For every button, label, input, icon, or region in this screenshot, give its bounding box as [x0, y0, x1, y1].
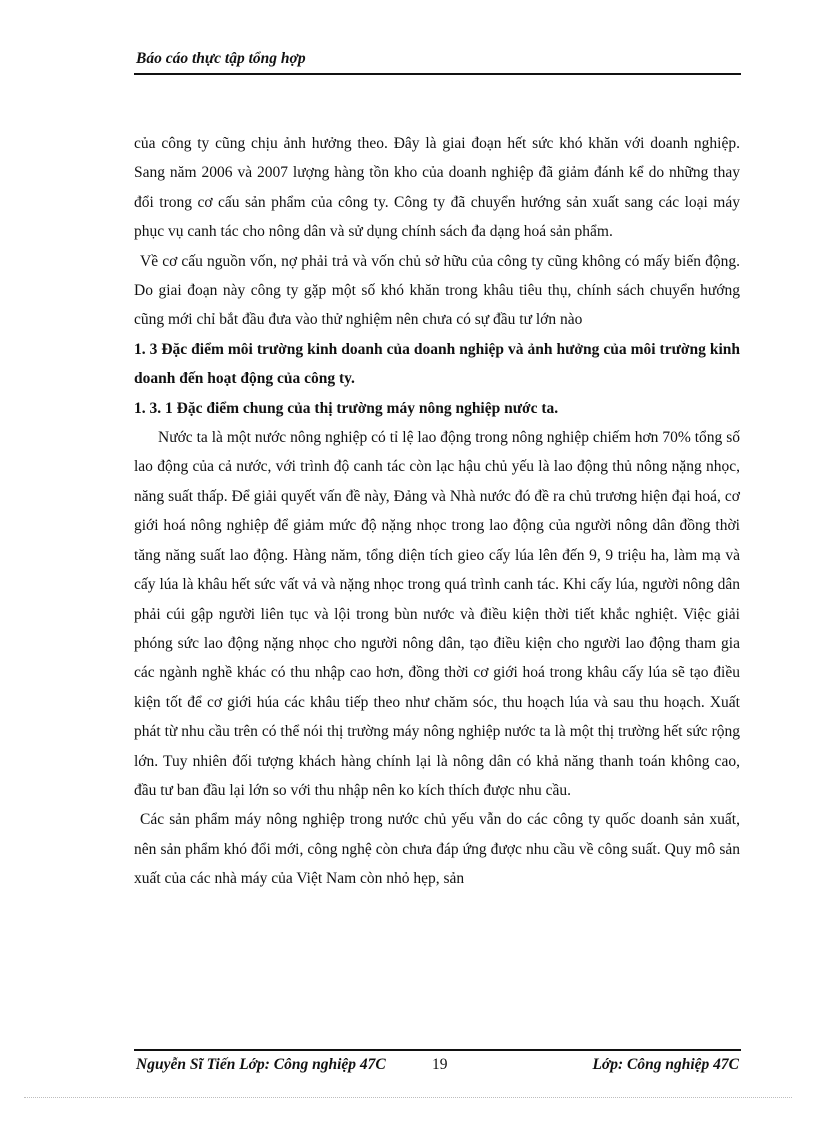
body-paragraph: của công ty cũng chịu ảnh hưởng theo. Đây là giai đoạn hết sức khó khăn với doanh nghiệp. Sang năm 2006 và 2007 lượng hàng tồn kho của doanh nghiệp đã giảm đánh kể do những thay đổi trong cơ cấu sản phẩm của công ty. Công ty đã chuyển hướng sản xuất sang các loại máy phục vụ canh tác cho nông dân và sử dụng chính sách đa dạng hoá sản phẩm. [134, 135, 740, 241]
subsection-heading: 1. 3. 1 Đặc điểm chung của thị trường máy nông nghiệp nước ta. [134, 399, 559, 417]
page-number: 19 [432, 1056, 448, 1073]
section-heading: 1. 3 Đặc điểm môi trường kinh doanh của doanh nghiệp và ảnh hưởng của môi trường kinh doanh đến hoạt động của công ty. [134, 340, 740, 388]
body-paragraph: Về cơ cấu nguồn vốn, nợ phải trả và vốn chủ sở hữu của công ty cũng không có mấy biến động. Do giai đoạn này công ty gặp một số khó khăn trong khâu tiêu thụ, chính sách chuyển hướng cũng mới chỉ bắt đầu đưa vào thử nghiệm nên chưa có sự đầu tư lớn nào [134, 252, 740, 329]
page-footer [134, 1049, 741, 1081]
page-content [134, 129, 740, 894]
page-bottom-divider [24, 1097, 792, 1098]
body-paragraph: Các sản phẩm máy nông nghiệp trong nước chủ yếu vẫn do các công ty quốc doanh sản xuất, nên sản phẩm khó đổi mới, công nghệ còn chưa đáp ứng được nhu cầu về công suất. Quy mô sản xuất của các nhà máy của Việt Nam còn nhỏ hẹp, sản [134, 811, 740, 888]
footer-class-right: Lớp: Công nghiệp 47C [592, 1056, 739, 1073]
page-header [134, 47, 741, 75]
header-title: Báo cáo thực tập tổng hợp [136, 50, 306, 67]
body-paragraph: Nước ta là một nước nông nghiệp có tỉ lệ lao động trong nông nghiệp chiếm hơn 70% tổng số lao động của cả nước, với trình độ canh tác còn lạc hậu chủ yếu là lao động thủ nông nặng nhọc, năng suất thấp. Để giải quyết vấn đề này, Đảng và Nhà nước đó đề ra chủ trương hiện đại hoá, cơ giới hoá nông nghiệp để giảm mức độ nặng nhọc trong lao động của người nông dân đồng thời tăng năng suất lao động. Hàng năm, tổng diện tích gieo cấy lúa lên đến 9, 9 triệu ha, làm mạ và cấy lúa là khâu hết sức vất vả và nặng nhọc trong quá trình canh tác. Khi cấy lúa, người nông dân phải cúi gập người liên tục và lội trong bùn nước và điều kiện thời tiết khắc nghiệt. Việc giải phóng sức lao động nặng nhọc cho người nông dân, tạo điều kiện cho người lao động tham gia các ngành nghề khác có thu nhập cao hơn, đồng thời cơ giới hoá trong khâu cấy lúa sẽ tạo điều kiện tốt để cơ giới húa các khâu tiếp theo như chăm sóc, thu hoạch lúa và sau thu hoạch. Xuất phát từ nhu cầu trên có thể nói thị trường máy nông nghiệp nước ta là một thị trường hết sức rộng lớn. Tuy nhiên đối tượng khách hàng chính lại là nông dân có khả năng thanh toán không cao, đầu tư ban đầu lại lớn so với thu nhập nên ko kích thích được nhu cầu. [134, 429, 740, 799]
footer-author-class: Nguyễn Sĩ Tiến Lớp: Công nghiệp 47C [136, 1056, 386, 1073]
